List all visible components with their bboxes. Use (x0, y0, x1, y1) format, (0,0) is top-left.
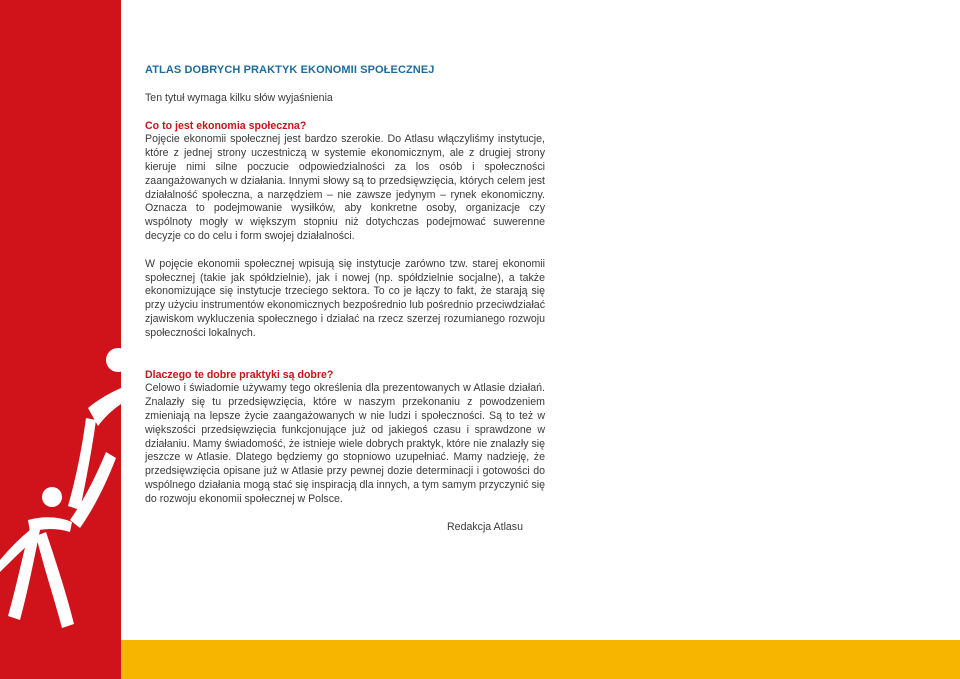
yellow-bottom-band (121, 640, 960, 679)
section-heading-what-is: Co to jest ekonomia społeczna? (145, 119, 307, 132)
section1-paragraph-1: Pojęcie ekonomii społecznej jest bardzo szerokie. Do Atlasu włączyliśmy instytucje, które z jednej strony uczestniczą w systemie ekonomicznym, ale z drugiej strony kieruje nimi silne poczucie odpowiedzialności za los osób i społeczności zaangażowanych w działania. Innymi słowy są to przedsięwzięcia, których celem jest działalność społeczna, a narzędziem – nie zawsze jedynym – rynek ekonomiczny. Oznacza to podejmowanie wysiłków, aby konkretne osoby, organizacje czy wspólnoty mogły w większym stopniu niż dotychczas podejmować suwerenne decyzje co do celu i form swojej działalności. (145, 133, 545, 242)
document-title: ATLAS DOBRYCH PRAKTYK EKONOMII SPOŁECZNEJ (145, 64, 435, 76)
document-subtitle: Ten tytuł wymaga kilku słów wyjaśnienia (145, 91, 333, 104)
human-figures-logo (0, 0, 121, 679)
signature: Redakcja Atlasu (447, 520, 523, 533)
section2-paragraph-1: Celowo i świadomie używamy tego określenia dla prezentowanych w Atlasie działań. Znalazły się tu przedsięwzięcia, które w naszym przekonaniu z powodzeniem zmieniają na lepsze życie zaangażowanych w nie ludzi i społeczności. Są to też w większości przedsięwzięcia funkcjonujące już od jakiegoś czasu i sprawdzone w działaniu. Mamy świadomość, że istnieje wiele dobrych praktyk, które nie znalazły się jeszcze w Atlasie. Dlatego będziemy go stopniowo uzupełniać. Mamy nadzieję, że przedsięwzięcia opisane już w Atlasie przy pewnej dozie determinacji i gotowości do wspólnego działania mogą stać się inspiracją dla innych, a tym samym przyczynić się do rozwoju ekonomii społecznej w Polsce. (145, 382, 545, 505)
red-sidebar (0, 0, 121, 679)
section1-paragraph-2: W pojęcie ekonomii społecznej wpisują się instytucje zarówno tzw. starej ekonomii społecznej (takie jak spółdzielnie), jak i nowej (np. spółdzielnie socjalne), a także ekonomizujące się instytucje trzeciego sektora. To co je łączy to fakt, że starają się przy użyciu instrumentów ekonomicznych bezpośrednio lub pośrednio przeciwdziałać zjawiskom wykluczenia społecznego i działać na rzecz szerzej rozumianego rozwoju społeczności lokalnych. (145, 257, 545, 339)
document-body (145, 64, 545, 534)
section-heading-why-good: Dlaczego te dobre praktyki są dobre? (145, 368, 334, 381)
